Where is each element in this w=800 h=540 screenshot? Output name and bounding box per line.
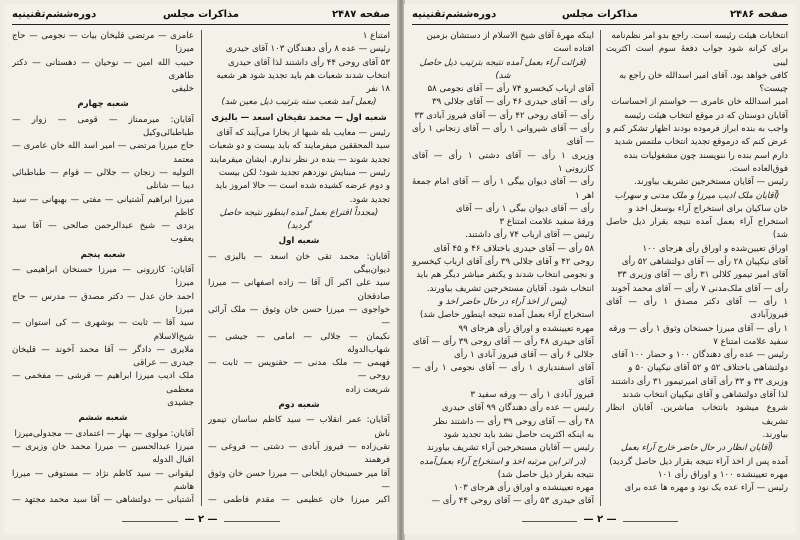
text-line: التولیه — زنجان — جلالی — قوام — طباطبائی دیبا — شانلی xyxy=(12,167,194,192)
text-line: آقای ارباب کیخسرو ۷۴ رأی — آقای نجومی ۵۸ xyxy=(427,84,594,95)
text-line: رئیس — آقای ارباب ۷۴ رأی داشتند. xyxy=(465,230,594,241)
text-line: آقای نیکپیان ۲۸ رأی — آقای دولتشاهی ۵۲ رأی xyxy=(621,257,788,268)
text-line: ۱ رأی — آقای دکتر مصدق ۱ رأی — آقای فیروزآبادی xyxy=(606,296,788,321)
text-line: عرض کنم که درموقع تجدید انتخاب ملتمس شدید xyxy=(614,137,788,148)
header-page-number: صفحه ۲۴۸۶ xyxy=(729,9,788,20)
text-line: و دوم عرضه کشیده شده است — حالا امروز باید xyxy=(215,181,390,192)
text-line: بیاورند. xyxy=(762,429,788,440)
text-line: ۴۸ رأی — آقای روحی ۳۹ رأی — داشتند نظر xyxy=(433,416,594,427)
text-line: وزیری ۱ رأی — آقای دشتی ۱ رأی — آقای کازرونی ۱ xyxy=(412,150,594,174)
text-line: رئیس — آقایان مستخرجین تشریف بیاورند. xyxy=(633,177,788,188)
text-line: انتخاب شود. آقایان مستخرجین تشریف بیاورند. xyxy=(426,283,594,294)
text-line: رأی — آقای دیوان بیگی ۱ رأی — آقای xyxy=(455,203,594,214)
text-line: رئیس — معایب بله شبها از بخارا می‌آیند که آقای xyxy=(216,128,390,139)
text-line: دارم اسم بنده را ننویسند چون مشغولیات بنده xyxy=(623,150,788,161)
text-line: آقایان: میرممتاز — قومی — زوار — طباطبائی‌وکیل xyxy=(12,114,194,139)
text-line: رئیس — عده رأی دهندگان ۱۰۰ و حضار ۱۰۰ آقای xyxy=(611,350,788,361)
text-line: تقی‌زاده — فیروز آبادی — دشتی — فروغی — فرهمند xyxy=(208,441,390,466)
text-line: آقای حیدری ۴۸ رأی — آقای روحی ۳۹ رأی — آقای xyxy=(412,336,594,347)
text-line: آمده پس از اخذ آراء نتیجه بقرار ذیل حاصل گردید) xyxy=(609,456,788,467)
text-line: نکیمان — جلالی — امامی — جیشی — شهاب‌الدوله xyxy=(208,331,390,355)
text-line: ۵۳ آقای روحی ۴۴ رأی داشتند لذا آقای حیدری xyxy=(228,57,390,68)
page-header xyxy=(412,8,788,25)
text-line: شعبه چهارم xyxy=(77,99,129,110)
text-line: ۱ رأی — آقای میرزا حسنخان وثوق ۱ رأی — ورقه xyxy=(608,323,788,334)
text-line: برای کرانه شود جواب دفعهٔ سوم است اکثریت لیبی xyxy=(606,44,788,68)
text-line: واجب به بنده ابراز فرموده بودند اظهار تشکر کنم و xyxy=(606,124,788,135)
text-line: جلالی ۶ رأی — آقای فیروز آبادی ۱ رأی xyxy=(454,350,594,361)
text-line: جشیدی xyxy=(167,398,194,409)
text-line: ملایری — دادگر — آقا محمد آخوند — قلیخان جیدری — عراقی xyxy=(12,344,194,369)
text-line: (مجدداً اقتراع بعمل آمده اینطور نتیجه حاصل گردید) xyxy=(219,207,379,232)
text-line: اوراق تعیین‌شده و اوراق رأی هرجای ۱۰۰ xyxy=(642,243,788,254)
text-line: آقایان: عمر انقلاب — سید کاظم ساسان تیمور ناش xyxy=(208,415,390,439)
text-line: شعبه دوم xyxy=(278,400,320,411)
text-line: آقای حیدری ۵۳ رأی — آقای روحی ۴۴ رأی — xyxy=(431,496,594,506)
text-line: روحی ۴۲ و آقای جلالی ۳۹ رأی آقای ارباب کیخسرو xyxy=(412,257,594,268)
text-column-right xyxy=(208,30,390,506)
footer-page-marker: — ۲ — xyxy=(178,514,223,525)
text-line: (بعمل آمد شعب سته بترتیب ذیل معین شد) xyxy=(221,97,377,108)
header-page-number: صفحه ۲۴۸۷ xyxy=(331,9,390,20)
text-line: وزیری ۳۳ و ۳۳ رأی آقای امیرتیمور ۳۱ رأی داشتند xyxy=(611,376,788,387)
text-line: احمد خان عدل — دکتر مصدق — مدرس — حاج میرزا xyxy=(12,291,194,315)
text-line: میرزا ابراهیم آشتیانی — مفتی — بهبهانی — سید کاظم xyxy=(12,194,194,218)
text-line: امتناع ۱ xyxy=(362,31,390,41)
header-title: مذاکرات مجلس xyxy=(162,9,240,20)
text-line: کافی خواهد بود. آقای امیر اسدالله خان راجع به xyxy=(619,70,788,81)
text-line: فیروز آبادی ۱ رأی — ورقه سفید ۳ xyxy=(470,390,594,401)
text-line: انتخاب شدند شعبات هم باید تجدید شود هر شعبه xyxy=(216,70,390,81)
column-divider xyxy=(600,30,601,506)
text-line: رأی — آقای شیروانی ۱ رأی — آقای زنجانی ۱ رأی — آقای xyxy=(412,124,594,148)
text-line: رأی — آقای دیوان بیگی ۱ رأی — آقای امام جمعهٔ اهر ۱ xyxy=(412,177,594,201)
text-line: (آقایان انظار در حال حاضر خارج آراء بعمل xyxy=(620,443,774,454)
text-line: رئیس — عده ۸ رأی دهندگان ۱۰۳ آقای حیدری xyxy=(225,44,390,55)
text-line: آقای اسفندیاری ۱ رأی — آقای نجومی ۱ رأی — آقای xyxy=(412,363,594,387)
text-line: آشتیانی — دولتشاهی — آقا سید محمد مجتهد — xyxy=(12,495,194,506)
text-column-right xyxy=(606,30,788,506)
text-line: مهره تعیینشده و اوراق رأی هرجای ۹۹ xyxy=(458,323,594,334)
text-line: دولتشاهی باختلاف ۵۲ و ۵۲ آقای نیکپیان ۵۰ و xyxy=(628,363,788,374)
footer-page-marker: — ۲ — xyxy=(577,514,622,525)
text-line: ملک ادیب میرزا ابراهیم — قرشی — مفخمی — معظمی xyxy=(12,371,194,395)
page-2487 xyxy=(4,4,398,534)
text-line: (آقایان ملک ادیب میرزا و ملک مدنی و سهراب xyxy=(614,190,780,201)
text-line: افتاده است xyxy=(553,44,594,55)
text-line: لیقوانی — سید کاظم نژاد — مستوفی — میرزا هاشم xyxy=(12,468,194,492)
text-line: لذا آقای دولتشاهی و آقای نیکپیان انتخاب شدند xyxy=(622,390,788,401)
text-line: اینکه مهرهٔ آقای شیخ الاسلام از دستشان بزمین xyxy=(426,31,594,41)
text-line: امیر اسدالله خان عامری — خواستم از احساسات xyxy=(611,97,788,108)
text-line: اکبر میرزا خان عظیمی — مقدم فاطمی — xyxy=(208,495,390,506)
text-line: رأی — آقای ملک‌مدنی ۷ رأی — آقای محمد آخوند xyxy=(610,283,788,294)
text-line: انتخابات هیئت رئیسه است. راجع بدو امر نظم‌نامه xyxy=(611,31,788,41)
text-line: خلیفی xyxy=(171,84,194,95)
text-line: مهره تعیینشده ۱۰۰ و اوراق رأی ۱۰۱ xyxy=(657,469,788,480)
page-footer xyxy=(4,514,398,528)
page-footer xyxy=(404,514,796,528)
text-line: شعبه پنجم xyxy=(80,249,126,260)
text-line: آقایان دوستان که در موقع انتخاب هیئت رئیسه xyxy=(624,110,788,121)
text-line: ۵۸ رأی — آقای حیدری باختلاف ۴۶ و ۴۵ آقای xyxy=(433,243,594,254)
text-line: رئیس — آقایان مستخرجین آراء تشریف بیاورند xyxy=(427,443,594,454)
text-line: خواجوی — میرزا حسن خان وثوق — ملک آرائی — xyxy=(208,304,390,329)
text-line: و نجومی انتخاب شدند و یکنفر مباشر دیگر هم باید xyxy=(416,270,594,281)
text-line: رئیس — عده رأی دهندگان ۹۹ آقای حیدری xyxy=(441,403,594,414)
text-line: شعبه ششم xyxy=(78,413,128,424)
text-line: استخراج آراء بعمل آمده نتیجه بقرار ذیل حاصل شد) xyxy=(606,217,788,241)
text-line: فوق‌العاده است. xyxy=(729,163,788,174)
text-line: چیست؟ xyxy=(759,84,788,95)
text-line: حبیب الله امین — نوحیان — دهستانی — دکتر طاهری xyxy=(12,57,194,81)
text-line: رأی — آقای حیدری ۴۶ رأی — آقای جلالی ۳۹ xyxy=(432,97,594,108)
text-line: شعبه اول — محمد تقیخان اسعد — بالیزی xyxy=(211,112,387,123)
column-divider xyxy=(201,30,202,506)
text-line: ورقهٔ سفید علامت امتناع ۳ xyxy=(499,217,594,228)
text-line: تجدید شود. xyxy=(349,194,390,205)
text-line: رئیس — آراء عده یک نود و مهره ها عده برای xyxy=(624,483,788,494)
text-line: آقای امیر تیمور کلالی ۳۱ رأی — آقای وزیری ۳۳ xyxy=(617,270,788,281)
text-line: شروع میشود بانتخاب مباشرین. آقایان انظار تشریف xyxy=(606,403,788,427)
page-header xyxy=(12,8,390,25)
text-line: رأی — آقای روحی ۴۲ رأی — آقای فیروز آبادی ۳۳ xyxy=(414,110,594,121)
text-line: آقا میر حسینخان ایلخانی — میرزا حسن خان وثوق — xyxy=(208,468,390,492)
text-line: شریعت زاده xyxy=(345,384,390,395)
text-line: عامری — مرتضی قلیخان بیات — نجومی — حاج میرزا xyxy=(12,31,194,55)
header-title: مذاکرات مجلس xyxy=(561,9,639,20)
text-line: نتیجه بقرار ذیل حاصل شد) xyxy=(497,469,594,480)
text-line: سید المحققین میفرمایند که باید بیست و دو شعبات xyxy=(209,141,390,152)
text-line: یزدی — شیخ عبدالرحمن صالحی — آقا سید یعقوب xyxy=(12,221,194,245)
text-line: (در اثر این مرتبه اخذ و استخراج آراء بعمل‌آمده xyxy=(419,456,587,467)
text-line: (پس از اخذ آراء در حال حاضر اخذ و xyxy=(438,296,568,307)
text-line: سید آقا — ثابت — بوشهری — کی استوان — شیخ‌الاسلام xyxy=(12,318,194,342)
text-line: سید علی اکبر آل آقا — زاده اصفهانی — میرزا صادقخان xyxy=(208,278,390,302)
text-line: آقایان: مولوی — بهار — اعتمادی — مجدولی‌میرزا xyxy=(14,428,194,439)
text-line: مهره تعیینشده و اوراق رأی هرجای ۱۰۳ xyxy=(453,483,594,494)
text-line: ۱۸ نفر xyxy=(366,84,390,95)
text-line: خان ساکیان برای استخراج آراء بوسعل اخذ و xyxy=(628,203,788,214)
text-line: تجدید شوند — بنده در نظر ندارم. ایشان میفرمایند xyxy=(209,154,390,165)
page-2486 xyxy=(404,4,796,534)
text-line: میرزا عبدالحسین — میرزا محمد خان وزیری — اقبال الدوله xyxy=(12,441,194,466)
text-line: به اینکه اکثریت حاصل نشد باید تجدید شود xyxy=(443,429,594,440)
text-line: آقایان: محمد تقی خان اسعد — بالیزی — دیوان‌بیگی xyxy=(208,251,390,276)
text-line: فهیمی — ملک مدنی — حقنویس — ثابت — روحی — xyxy=(208,358,390,382)
header-series: دوره‌ششم‌تقنینیه xyxy=(412,9,497,20)
text-line: استخراج آراء بعمل آمده نتیجه اینطور حاصل شد) xyxy=(419,310,594,321)
text-column-left xyxy=(412,30,594,506)
text-line: (قرائت آراء بعمل آمده نتیجه بترتیب ذیل حاصل شد) xyxy=(419,57,587,81)
header-series: دوره‌ششم‌تقنینیه xyxy=(12,9,97,20)
text-line: آقایان: کازرونی — میرزا حسنخان ابراهیمی — میرزا xyxy=(12,265,194,289)
text-line: رئیس — مبنایش نوزدهم تجدید شود؛ لکن بیست xyxy=(218,167,390,178)
text-line: سفید علامت امتناع ۷ xyxy=(713,336,788,347)
text-column-left xyxy=(12,30,194,506)
text-line: شعبه اول xyxy=(278,236,320,247)
text-line: حاج میرزا مرتضی — امیر اسد الله خان عامری — معتمد xyxy=(12,141,194,165)
